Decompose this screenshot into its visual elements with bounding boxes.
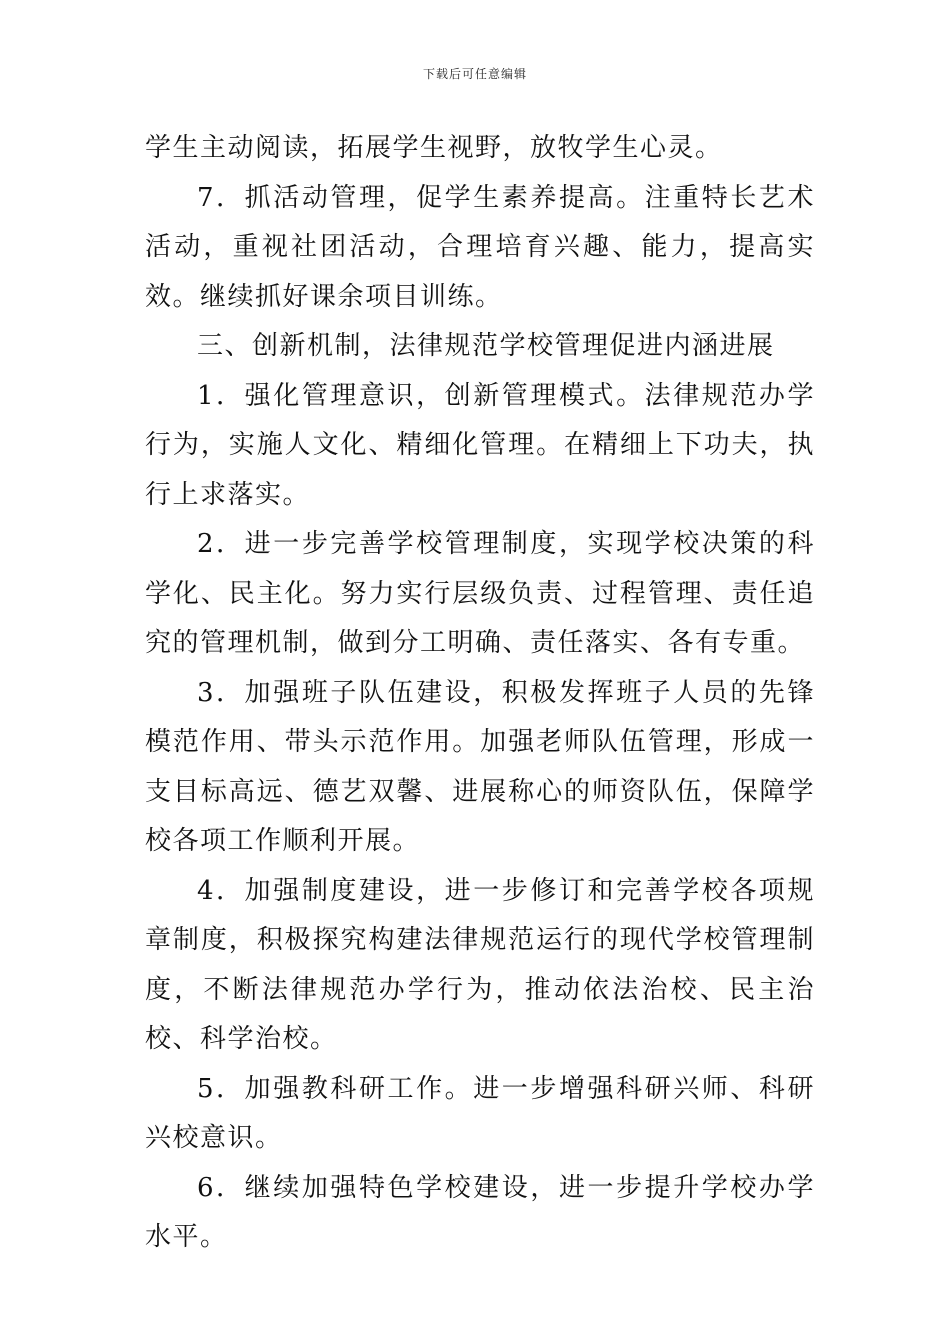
paragraph: 5．加强教科研工作。进一步增强科研兴师、科研兴校意识。 — [145, 1073, 815, 1153]
header-note: 下载后可任意编辑 — [422, 67, 527, 81]
section-heading: 三、创新机制，法律规范学校管理促进内涵进展 — [197, 331, 775, 361]
paragraph: 1．强化管理意识，创新管理模式。法律规范办学行为，实施人文化、精细化管理。在精细上下功夫，执行上求落实。 — [145, 380, 815, 510]
paragraph: 3．加强班子队伍建设，积极发挥班子人员的先锋模范作用、带头示范作用。加强老师队伍管理，形成一支目标高远、德艺双馨、进展称心的师资队伍，保障学校各项工作顺利开展。 — [145, 677, 815, 856]
paragraph: 学生主动阅读，拓展学生视野，放牧学生心灵。 — [145, 133, 723, 163]
paragraph: 7．抓活动管理，促学生素养提高。注重特长艺术活动，重视社团活动，合理培育兴趣、能力，提高实效。继续抓好课余项目训练。 — [145, 182, 815, 312]
paragraph: 6．继续加强特色学校建设，进一步提升学校办学水平。 — [145, 1172, 815, 1252]
paragraph: 2．进一步完善学校管理制度，实现学校决策的科学化、民主化。努力实行层级负责、过程管理、责任追究的管理机制，做到分工明确、责任落实、各有专重。 — [145, 529, 815, 658]
paragraph: 4．加强制度建设，进一步修订和完善学校各项规章制度，积极探究构建法律规范运行的现代学校管理制度，不断法律规范办学行为，推动依法治校、民主治校、科学治校。 — [145, 875, 815, 1054]
document-body — [145, 124, 815, 1263]
